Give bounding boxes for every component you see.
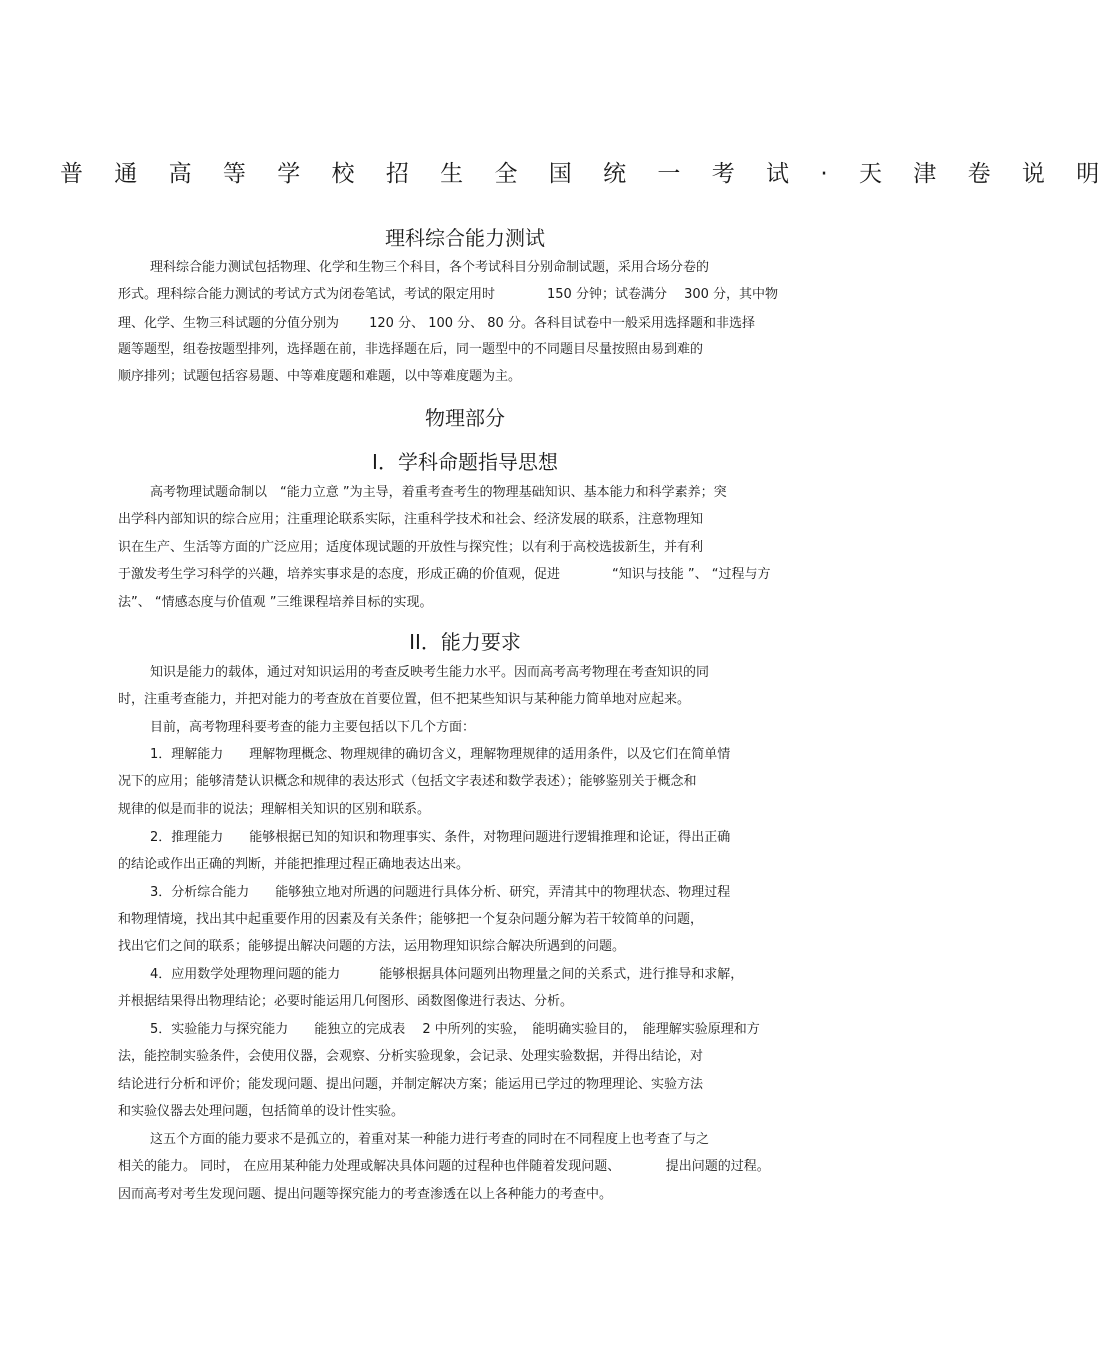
paragraph-line: 找出它们之间的联系；能够提出解决问题的方法，运用物理知识综合解决所遇到的问题。 — [118, 939, 626, 954]
document-title: 普 通 高 等 学 校 招 生 全 国 统 一 考 试 · 天 津 卷 说 明 — [60, 161, 1111, 187]
paragraph-line: 这五个方面的能力要求不是孤立的，着重对某一种能力进行考查的同时在不同程度上也考查了与之 — [150, 1132, 710, 1147]
paragraph-line: 顺序排列；试题包括容易题、中等难度题和难题，以中等难度题为主。 — [118, 369, 522, 384]
paragraph-line: 于激发考生学习科学的兴趣，培养实事求是的态度，形成正确的价值观，促进 “知识与技能 ”、 “过程与方 — [118, 567, 771, 582]
paragraph-line: 3．分析综合能力 能够独立地对所遇的问题进行具体分析、研究，弄清其中的物理状态、物理过程 — [150, 885, 731, 900]
paragraph-line: 形式。理科综合能力测试的考试方式为闭卷笔试，考试的限定用时 150 分钟；试卷满分 300 分，其中物 — [118, 287, 779, 302]
section-heading-physics: 物理部分 — [425, 406, 505, 430]
paragraph-line: 出学科内部知识的综合应用；注重理论联系实际，注重科学技术和社会、经济发展的联系，注意物理知 — [118, 512, 704, 527]
paragraph-line: 的结论或作出正确的判断，并能把推理过程正确地表达出来。 — [118, 857, 470, 872]
paragraph-line: 法”、 “情感态度与价值观 ”三维课程培养目标的实现。 — [118, 595, 433, 610]
paragraph-line: 并根据结果得出物理结论；必要时能运用几何图形、函数图像进行表达、分析。 — [118, 994, 574, 1009]
paragraph-line: 5．实验能力与探究能力 能独立的完成表 2 中所列的实验， 能明确实验目的， 能理解实验原理和方 — [150, 1022, 760, 1037]
paragraph-line: 时，注重考查能力，并把对能力的考查放在首要位置，但不把某些知识与某种能力简单地对应起来。 — [118, 692, 691, 707]
subsection-heading-guiding-idea: I．学科命题指导思想 — [372, 450, 558, 474]
paragraph-line: 规律的似是而非的说法；理解相关知识的区别和联系。 — [118, 802, 431, 817]
paragraph-line: 结论进行分析和评价；能发现问题、提出问题，并制定解决方案；能运用已学过的物理理论、实验方法 — [118, 1077, 704, 1092]
paragraph-line: 识在生产、生活等方面的广泛应用；适度体现试题的开放性与探究性；以有利于高校选拔新生，并有利 — [118, 540, 704, 555]
paragraph-line: 况下的应用；能够清楚认识概念和规律的表达形式（包括文字表述和数学表述）；能够鉴别关于概念和 — [118, 774, 697, 789]
paragraph-line: 理科综合能力测试包括物理、化学和生物三个科目，各个考试科目分别命制试题，采用合场分卷的 — [150, 260, 710, 275]
paragraph-line: 相关的能力。 同时， 在应用某种能力处理或解决具体问题的过程种也伴随着发现问题、 提出问题的过程。 — [118, 1159, 770, 1174]
paragraph-line: 因而高考对考生发现问题、提出问题等探究能力的考查渗透在以上各种能力的考查中。 — [118, 1187, 613, 1202]
paragraph-line: 题等题型，组卷按题型排列，选择题在前，非选择题在后，同一题型中的不同题目尽量按照由易到难的 — [118, 342, 704, 357]
paragraph-line: 2．推理能力 能够根据已知的知识和物理事实、条件，对物理问题进行逻辑推理和论证，得出正确 — [150, 830, 731, 845]
subsection-heading-ability: II．能力要求 — [409, 630, 521, 654]
paragraph-line: 和物理情境，找出其中起重要作用的因素及有关条件；能够把一个复杂问题分解为若干较简单的问题， — [118, 912, 704, 927]
paragraph-line: 知识是能力的载体，通过对知识运用的考查反映考生能力水平。因而高考高考物理在考查知识的同 — [150, 665, 710, 680]
paragraph-line: 4．应用数学处理物理问题的能力 能够根据具体问题列出物理量之间的关系式，进行推导和求解， — [150, 967, 744, 982]
paragraph-line: 1．理解能力 理解物理概念、物理规律的确切含义，理解物理规律的适用条件，以及它们在简单情 — [150, 747, 731, 762]
paragraph-line: 高考物理试题命制以 “能力立意 ”为主导，着重考查考生的物理基础知识、基本能力和科学素养；突 — [150, 485, 727, 500]
paragraph-line: 法，能控制实验条件，会使用仪器，会观察、分析实验现象，会记录、处理实验数据，并得出结论，对 — [118, 1049, 704, 1064]
section-heading-integrated: 理科综合能力测试 — [385, 226, 545, 250]
paragraph-line: 目前，高考物理科要考查的能力主要包括以下几个方面： — [150, 720, 476, 735]
paragraph-line: 和实验仪器去处理问题，包括简单的设计性实验。 — [118, 1104, 405, 1119]
paragraph-line: 理、化学、生物三科试题的分值分别为 120 分、 100 分、 80 分。各科目试卷中一般采用选择题和非选择 — [118, 316, 755, 331]
